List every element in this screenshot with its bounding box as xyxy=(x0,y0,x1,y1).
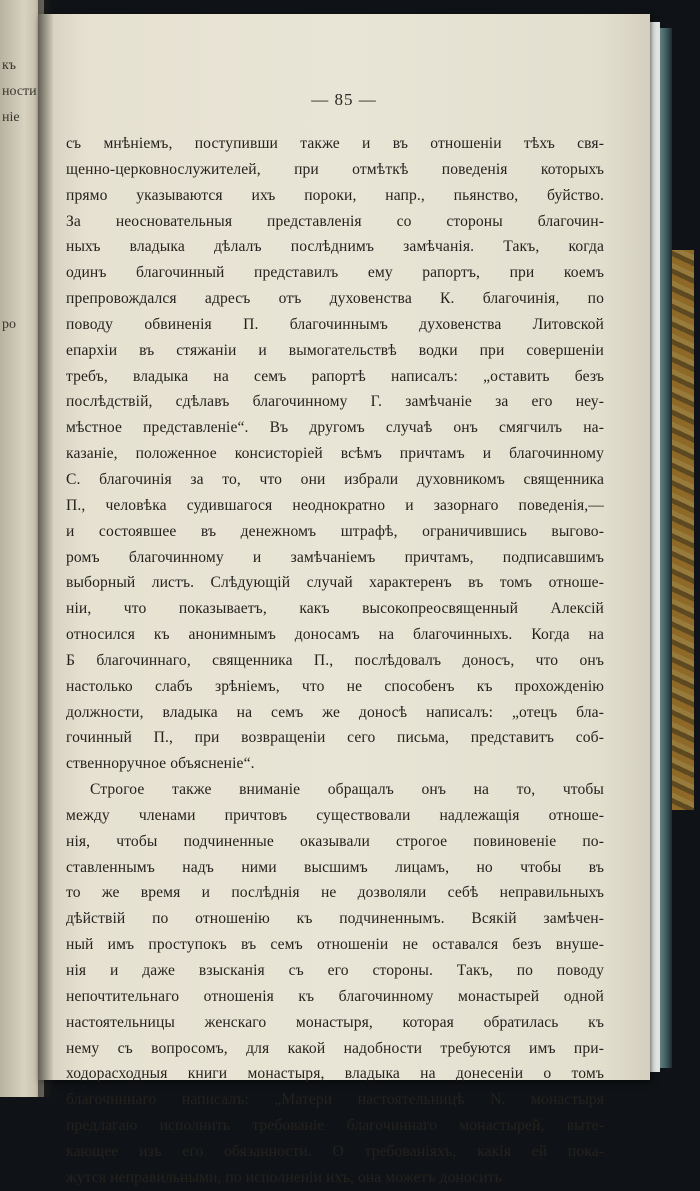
text-line: относился къ анонимнымъ доносамъ на благочинныхъ. Когда на xyxy=(66,626,604,644)
text-line: прямо указываются ихъ пороки, напр., пьянство, буйство. xyxy=(66,186,604,204)
text-line: казаніе, положенное консисторіей всѣмъ причтамъ и благочинному xyxy=(66,445,604,463)
text-line: и состоявшее въ денежномъ штрафѣ, ограничившись выгово- xyxy=(66,522,604,540)
text-line: то же время и послѣднія не дозволяли себѣ неправильныхъ xyxy=(66,884,604,902)
marbled-endpaper xyxy=(672,250,694,810)
text-line: требъ, владыка на семъ рапортѣ написалъ: „оставить безъ xyxy=(66,367,604,385)
text-line: П., человѣка судившагося неоднократно и зазорнаго поведенія,— xyxy=(66,496,604,514)
text-line: нія, чтобы подчиненные оказывали строгое повиновеніе по- xyxy=(66,832,604,850)
previous-page-text-fragment: къ xyxy=(2,58,17,73)
text-line: жутся неправильными, по исполненіи ихъ, она можетъ доносить xyxy=(66,1168,502,1186)
text-line: непочтительнаго отношенія къ благочинному монастырей одной xyxy=(66,987,604,1005)
previous-page-text-fragment: ніе xyxy=(2,109,20,125)
text-line: щенно-церковнослужителей, при отмѣткѣ поведенія которыхъ xyxy=(66,160,604,178)
text-line: настолько слабъ зрѣніемъ, что не способенъ къ прохожденію xyxy=(66,677,604,695)
text-line: ныхъ владыка дѣлалъ послѣднимъ замѣчанія. Такъ, когда xyxy=(66,238,604,256)
text-line: кающее изъ его обязанности. О требованіяхъ, какія ей пока- xyxy=(66,1142,604,1160)
text-line: ставленнымъ надъ ними высшимъ лицамъ, но чтобы въ xyxy=(66,858,604,876)
text-line: съ мнѣніемъ, поступивши также и въ отношеніи тѣхъ свя- xyxy=(66,135,604,152)
text-line: мѣстное представленіе“. Въ другомъ случаѣ онъ смягчилъ на- xyxy=(66,419,604,437)
page-body-text xyxy=(66,131,604,1191)
text-line: гочинный П., при возвращеніи сего письма, представитъ соб- xyxy=(66,729,604,747)
text-line: одинъ благочинный представилъ ему рапортъ, при коемъ xyxy=(66,264,604,282)
text-line: ный имъ проступокъ въ семъ отношеніи не оставался безъ внуше- xyxy=(66,936,604,954)
text-line: Б благочиннаго, священника П., послѣдовалъ доносъ, что онъ xyxy=(66,651,604,669)
book-gutter xyxy=(38,0,54,1097)
text-line: послѣдствій, сдѣлавъ благочинному Г. замѣчаніе за его неу- xyxy=(66,393,604,411)
book-page xyxy=(38,14,650,1186)
text-line: епархіи въ стяжаніи и вымогательствѣ водки при совершеніи xyxy=(66,341,604,359)
previous-page-text-fragment: ро xyxy=(2,316,16,332)
text-line: препровождался адресъ отъ духовенства К. благочинія, по xyxy=(66,290,604,308)
text-line: выборный листъ. Слѣдующій случай характеренъ въ томъ отноше- xyxy=(66,574,604,592)
text-line: ромъ благочинному и замѣчаніемъ причтамъ, подписавшимъ xyxy=(66,548,604,566)
text-line: должности, владыка на семъ же доносѣ написалъ: „отецъ бла- xyxy=(66,703,604,721)
text-line: ственноручное объясненіе“. xyxy=(66,755,255,773)
text-line: нему съ вопросомъ, для какой надобности требуются имъ при- xyxy=(66,1039,604,1057)
text-line: С. благочинія за то, что они избрали духовникомъ священника xyxy=(66,470,604,488)
book-cover-edge xyxy=(658,28,672,1068)
text-line: благочиннаго написалъ: „Матери настоятельницѣ N. монастыря xyxy=(66,1091,604,1109)
text-line: настоятельницы женскаго монастыря, которая обратилась къ xyxy=(66,1013,604,1031)
text-line: Строгое также вниманіе обращалъ онъ на то, чтобы xyxy=(90,781,604,799)
text-line: нія и даже взысканія съ его стороны. Такъ, по поводу xyxy=(66,962,604,979)
text-line: ходорасходныя книги монастыря, владыка на донесеніи о томъ xyxy=(66,1065,604,1083)
text-line: предлагаю исполнить требованіе благочиннаго монастырей, выте- xyxy=(66,1117,604,1135)
text-line: поводу обвиненія П. благочиннымъ духовенства Литовской xyxy=(66,315,604,333)
text-line: между членами причтовъ существовали надлежащія отноше- xyxy=(66,806,604,824)
text-line: дѣйствій по отношенію къ подчиненнымъ. Всякій замѣчен- xyxy=(66,910,604,928)
text-line: За неосновательныя представленія со стороны благочин- xyxy=(66,212,604,230)
text-line: ніи, что показываетъ, какъ высокопреосвященный Алексій xyxy=(66,600,604,618)
page-number: — 85 — xyxy=(311,90,377,109)
previous-page-text-fragment: ности xyxy=(2,83,37,99)
